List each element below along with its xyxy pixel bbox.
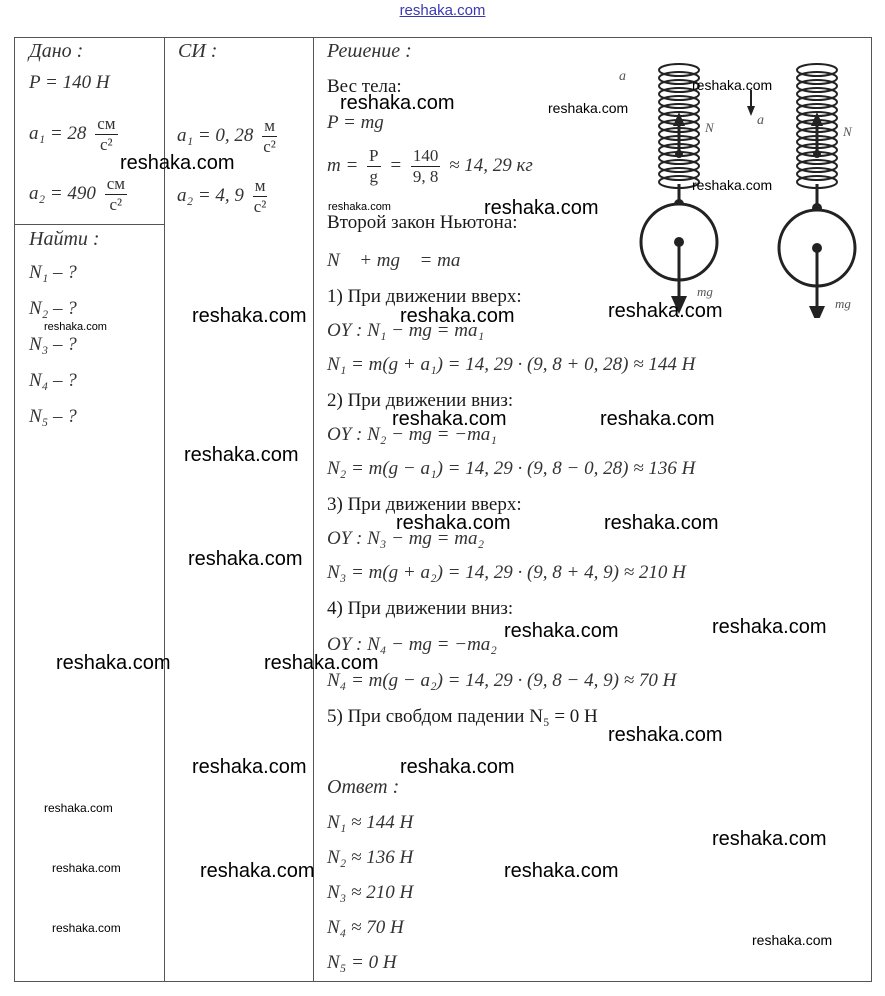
find-item: N₂ – ? bbox=[29, 298, 77, 319]
find-item: N₄ – ? bbox=[29, 370, 77, 391]
answer-item: N₁ ≈ 144 Н bbox=[327, 812, 414, 833]
watermark: reshaka.com bbox=[52, 861, 121, 875]
case-result: N₁ = m(g + a₁) = 14, 29 · (9, 8 + 0, 28) ≈ 144 Н bbox=[327, 354, 696, 375]
svg-text:a: a bbox=[619, 69, 626, 84]
mass-eq: m = $\frac{P}{g}$ = $\frac{140}{9, 8}$ ≈ 14, 29 кг bbox=[327, 146, 533, 186]
watermark: reshaka.com bbox=[396, 512, 511, 534]
watermark: reshaka.com bbox=[400, 305, 515, 327]
watermark: reshaka.com bbox=[400, 756, 515, 778]
case-title: 4) При движении вниз: bbox=[327, 598, 514, 619]
given-a1 bbox=[29, 114, 122, 155]
newton-eq: N⃗ + mg⃗ = ma⃗ bbox=[327, 250, 476, 271]
answer-item: N₄ ≈ 70 Н bbox=[327, 917, 404, 938]
watermark: reshaka.com bbox=[120, 152, 235, 174]
svg-text:a: a bbox=[757, 113, 764, 128]
given-a2 bbox=[29, 174, 131, 215]
find-header: Найти : bbox=[29, 228, 100, 250]
given-header: Дано : bbox=[29, 40, 84, 62]
given-a1-unit: $\frac{см}{\text{с²}}$ bbox=[97, 114, 116, 154]
solution-header: Решение : bbox=[327, 40, 412, 62]
si-a2-unit: $\frac{м}{\text{с²}}$ bbox=[253, 176, 267, 216]
watermark: reshaka.com bbox=[56, 652, 171, 674]
case-result: N₂ = m(g − a₁) = 14, 29 · (9, 8 − 0, 28) ≈ 136 Н bbox=[327, 458, 696, 479]
svg-text:mg: mg bbox=[697, 284, 713, 299]
find-item: N₅ – ? bbox=[29, 406, 77, 427]
watermark: reshaka.com bbox=[52, 921, 121, 935]
watermark: reshaka.com bbox=[484, 197, 599, 219]
watermark: reshaka.com bbox=[200, 860, 315, 882]
case-result: N₄ = m(g − a₂) = 14, 29 · (9, 8 − 4, 9) ≈ 70 Н bbox=[327, 670, 677, 691]
case-equation: OY : N₂ − mg = −ma₁ bbox=[327, 424, 497, 445]
watermark: reshaka.com bbox=[712, 616, 827, 638]
watermark: reshaka.com bbox=[752, 932, 833, 948]
watermark: reshaka.com bbox=[692, 77, 773, 93]
si-header: СИ : bbox=[178, 40, 218, 62]
si-a2-value: a₂ = 4, 9 bbox=[177, 184, 244, 206]
watermark: reshaka.com bbox=[504, 860, 619, 882]
si-a1 bbox=[177, 116, 281, 157]
watermark: reshaka.com bbox=[44, 321, 107, 333]
given-a1-value: a₁ = 28 bbox=[29, 122, 87, 144]
watermark: reshaka.com bbox=[340, 92, 455, 114]
given-a2-unit: $\frac{см}{\text{с²}}$ bbox=[106, 174, 125, 214]
si-a2 bbox=[177, 176, 271, 217]
case-free-fall: 5) При свобдом падении N₅ = 0 Н bbox=[327, 706, 598, 727]
case-equation: OY : N₃ − mg = ma₂ bbox=[327, 528, 485, 549]
watermark: reshaka.com bbox=[608, 724, 723, 746]
row-divider bbox=[15, 224, 164, 225]
svg-text:N: N bbox=[843, 124, 852, 139]
si-a1-value: a₁ = 0, 28 bbox=[177, 124, 254, 146]
answer-item: N₃ ≈ 210 Н bbox=[327, 882, 414, 903]
answer-item: N₅ = 0 Н bbox=[327, 952, 397, 973]
watermark: reshaka.com bbox=[604, 512, 719, 534]
watermark: reshaka.com bbox=[192, 305, 307, 327]
column-divider bbox=[313, 38, 314, 981]
watermark: reshaka.com bbox=[504, 620, 619, 642]
watermark: reshaka.com bbox=[264, 652, 379, 674]
watermark: reshaka.com bbox=[328, 201, 391, 213]
watermark: reshaka.com bbox=[44, 801, 113, 815]
case-title: 1) При движении вверх: bbox=[327, 286, 522, 307]
watermark: reshaka.com bbox=[600, 408, 715, 430]
case-equation: OY : N₁ − mg = ma₁ bbox=[327, 320, 485, 341]
given-a2-value: a₂ = 490 bbox=[29, 182, 96, 204]
site-link[interactable]: reshaka.com bbox=[399, 2, 486, 19]
answer-item: N₂ ≈ 136 Н bbox=[327, 847, 414, 868]
case-equation: OY : N₄ − mg = −ma₂ bbox=[327, 634, 497, 655]
find-item: N₁ – ? bbox=[29, 262, 77, 283]
newton-title: Второй закон Ньютона: bbox=[327, 212, 518, 233]
weight-eq: P = mg bbox=[327, 112, 384, 133]
answer-header: Ответ : bbox=[327, 776, 400, 798]
case-result: N₃ = m(g + a₂) = 14, 29 · (9, 8 + 4, 9) ≈ 210 Н bbox=[327, 562, 686, 583]
case-title: 3) При движении вверх: bbox=[327, 494, 522, 515]
watermark: reshaka.com bbox=[392, 408, 507, 430]
si-a1-unit: $\frac{м}{\text{с²}}$ bbox=[263, 116, 276, 156]
svg-text:N: N bbox=[705, 120, 714, 135]
case-title: 2) При движении вниз: bbox=[327, 390, 514, 411]
weight-title: Вес тела: bbox=[327, 76, 402, 97]
svg-text:mg: mg bbox=[835, 296, 851, 311]
given-weight: P = 140 Н bbox=[29, 72, 110, 93]
watermark: reshaka.com bbox=[692, 177, 773, 193]
find-item: N₃ – ? bbox=[29, 334, 77, 355]
column-divider bbox=[164, 38, 165, 981]
watermark: reshaka.com bbox=[712, 828, 827, 850]
watermark: reshaka.com bbox=[192, 756, 307, 778]
watermark: reshaka.com bbox=[548, 100, 629, 116]
watermark: reshaka.com bbox=[184, 444, 299, 466]
watermark: reshaka.com bbox=[608, 300, 723, 322]
watermark: reshaka.com bbox=[188, 548, 303, 570]
